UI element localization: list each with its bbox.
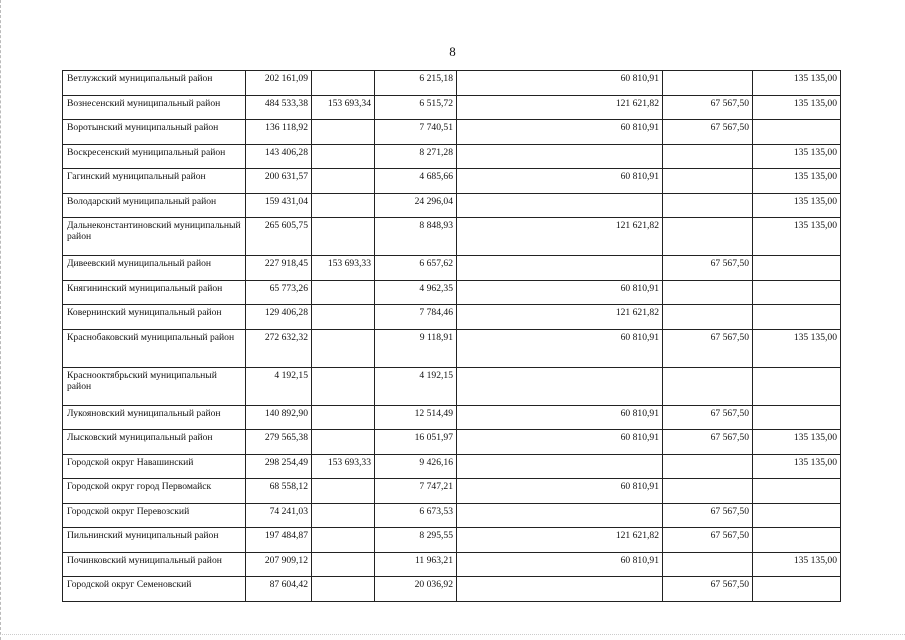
amount-2-cell	[312, 430, 375, 455]
municipality-name-cell: Дивеевский муниципальный район	[63, 256, 246, 281]
amount-3-cell: 8 848,93	[375, 218, 457, 256]
amount-5-cell	[663, 454, 753, 479]
amount-6-cell: 135 135,00	[753, 218, 841, 256]
amount-3-cell: 6 215,18	[375, 71, 457, 96]
amount-4-cell: 60 810,91	[457, 479, 663, 504]
table-row	[63, 95, 841, 120]
amount-4-cell: 121 621,82	[457, 305, 663, 330]
amount-4-cell: 60 810,91	[457, 329, 663, 367]
municipality-name-cell: Городской округ город Первомайск	[63, 479, 246, 504]
amount-5-cell: 67 567,50	[663, 577, 753, 602]
amount-6-cell	[753, 120, 841, 145]
amount-3-cell: 4 962,35	[375, 280, 457, 305]
amount-3-cell: 6 515,72	[375, 95, 457, 120]
amount-6-cell: 135 135,00	[753, 193, 841, 218]
amount-4-cell	[457, 503, 663, 528]
amount-2-cell	[312, 144, 375, 169]
amount-5-cell	[663, 280, 753, 305]
amount-2-cell	[312, 280, 375, 305]
amount-3-cell: 20 036,92	[375, 577, 457, 602]
table-row	[63, 329, 841, 367]
total-amount-cell: 143 406,28	[246, 144, 312, 169]
amount-5-cell	[663, 305, 753, 330]
budget-distribution-table	[62, 70, 841, 602]
amount-4-cell: 60 810,91	[457, 552, 663, 577]
total-amount-cell: 87 604,42	[246, 577, 312, 602]
amount-3-cell: 8 295,55	[375, 528, 457, 553]
total-amount-cell: 227 918,45	[246, 256, 312, 281]
amount-2-cell	[312, 503, 375, 528]
scan-edge	[0, 0, 2, 640]
municipality-name-cell: Городской округ Семеновский	[63, 577, 246, 602]
table-row	[63, 218, 841, 256]
amount-6-cell	[753, 479, 841, 504]
table-row	[63, 280, 841, 305]
municipality-name-cell: Воскресенский муниципальный район	[63, 144, 246, 169]
amount-6-cell	[753, 577, 841, 602]
amount-2-cell	[312, 405, 375, 430]
amount-3-cell: 4 192,15	[375, 367, 457, 405]
municipality-name-cell: Лукояновский муниципальный район	[63, 405, 246, 430]
amount-4-cell: 121 621,82	[457, 528, 663, 553]
total-amount-cell: 272 632,32	[246, 329, 312, 367]
amount-5-cell	[663, 552, 753, 577]
amount-6-cell: 135 135,00	[753, 329, 841, 367]
municipality-name-cell: Воротынский муниципальный район	[63, 120, 246, 145]
table-row	[63, 430, 841, 455]
amount-3-cell: 12 514,49	[375, 405, 457, 430]
amount-4-cell: 60 810,91	[457, 280, 663, 305]
amount-4-cell: 121 621,82	[457, 218, 663, 256]
amount-6-cell	[753, 405, 841, 430]
amount-2-cell	[312, 552, 375, 577]
amount-5-cell	[663, 169, 753, 194]
municipality-name-cell: Пильнинский муниципальный район	[63, 528, 246, 553]
total-amount-cell: 129 406,28	[246, 305, 312, 330]
municipality-name-cell: Починковский муниципальный район	[63, 552, 246, 577]
amount-3-cell: 6 673,53	[375, 503, 457, 528]
amount-4-cell	[457, 454, 663, 479]
total-amount-cell: 197 484,87	[246, 528, 312, 553]
amount-2-cell	[312, 120, 375, 145]
amount-3-cell: 9 426,16	[375, 454, 457, 479]
amount-6-cell: 135 135,00	[753, 71, 841, 96]
total-amount-cell: 74 241,03	[246, 503, 312, 528]
municipality-name-cell: Вознесенский муниципальный район	[63, 95, 246, 120]
municipality-name-cell: Краснобаковский муниципальный район	[63, 329, 246, 367]
table-row	[63, 256, 841, 281]
amount-2-cell	[312, 528, 375, 553]
amount-3-cell: 8 271,28	[375, 144, 457, 169]
total-amount-cell: 159 431,04	[246, 193, 312, 218]
table-row	[63, 577, 841, 602]
municipality-name-cell: Ковернинский муниципальный район	[63, 305, 246, 330]
municipality-name-cell: Городской округ Перевозский	[63, 503, 246, 528]
municipality-name-cell: Княгининский муниципальный район	[63, 280, 246, 305]
amount-6-cell: 135 135,00	[753, 95, 841, 120]
amount-2-cell	[312, 479, 375, 504]
amount-3-cell: 16 051,97	[375, 430, 457, 455]
amount-4-cell: 60 810,91	[457, 71, 663, 96]
total-amount-cell: 200 631,57	[246, 169, 312, 194]
amount-4-cell: 60 810,91	[457, 405, 663, 430]
total-amount-cell: 265 605,75	[246, 218, 312, 256]
amount-5-cell	[663, 71, 753, 96]
table-row	[63, 169, 841, 194]
amount-5-cell	[663, 193, 753, 218]
table-row	[63, 454, 841, 479]
table-row	[63, 367, 841, 405]
amount-2-cell	[312, 367, 375, 405]
total-amount-cell: 484 533,38	[246, 95, 312, 120]
table-row	[63, 193, 841, 218]
amount-6-cell	[753, 528, 841, 553]
amount-3-cell: 11 963,21	[375, 552, 457, 577]
total-amount-cell: 136 118,92	[246, 120, 312, 145]
table-row	[63, 528, 841, 553]
page-number: 8	[449, 44, 456, 59]
amount-5-cell: 67 567,50	[663, 120, 753, 145]
table-row	[63, 405, 841, 430]
total-amount-cell: 279 565,38	[246, 430, 312, 455]
amount-5-cell	[663, 218, 753, 256]
total-amount-cell: 68 558,12	[246, 479, 312, 504]
amount-6-cell	[753, 503, 841, 528]
municipality-name-cell: Краснооктябрьский муниципальный район	[63, 367, 246, 405]
amount-6-cell: 135 135,00	[753, 430, 841, 455]
municipality-name-cell: Городской округ Навашинский	[63, 454, 246, 479]
municipality-name-cell: Лысковский муниципальный район	[63, 430, 246, 455]
table-row	[63, 305, 841, 330]
amount-3-cell: 7 740,51	[375, 120, 457, 145]
amount-3-cell: 9 118,91	[375, 329, 457, 367]
amount-4-cell: 121 621,82	[457, 95, 663, 120]
amount-4-cell	[457, 577, 663, 602]
amount-3-cell: 7 747,21	[375, 479, 457, 504]
amount-2-cell	[312, 218, 375, 256]
amount-2-cell: 153 693,33	[312, 454, 375, 479]
amount-3-cell: 7 784,46	[375, 305, 457, 330]
amount-6-cell	[753, 305, 841, 330]
amount-6-cell: 135 135,00	[753, 552, 841, 577]
amount-4-cell	[457, 367, 663, 405]
table-row	[63, 144, 841, 169]
table-body	[63, 71, 841, 602]
amount-6-cell	[753, 367, 841, 405]
amount-5-cell	[663, 479, 753, 504]
amount-5-cell: 67 567,50	[663, 329, 753, 367]
amount-2-cell	[312, 577, 375, 602]
amount-3-cell: 4 685,66	[375, 169, 457, 194]
municipality-name-cell: Ветлужский муниципальный район	[63, 71, 246, 96]
amount-6-cell: 135 135,00	[753, 144, 841, 169]
amount-2-cell	[312, 169, 375, 194]
amount-5-cell	[663, 367, 753, 405]
amount-4-cell: 60 810,91	[457, 169, 663, 194]
amount-5-cell: 67 567,50	[663, 430, 753, 455]
amount-6-cell: 135 135,00	[753, 169, 841, 194]
total-amount-cell: 207 909,12	[246, 552, 312, 577]
total-amount-cell: 4 192,15	[246, 367, 312, 405]
amount-5-cell	[663, 144, 753, 169]
amount-6-cell	[753, 280, 841, 305]
amount-2-cell	[312, 305, 375, 330]
amount-5-cell: 67 567,50	[663, 95, 753, 120]
table-row	[63, 552, 841, 577]
amount-4-cell: 60 810,91	[457, 120, 663, 145]
amount-4-cell	[457, 144, 663, 169]
table-row	[63, 120, 841, 145]
amount-4-cell	[457, 193, 663, 218]
amount-5-cell: 67 567,50	[663, 256, 753, 281]
amount-2-cell	[312, 329, 375, 367]
municipality-name-cell: Володарский муниципальный район	[63, 193, 246, 218]
total-amount-cell: 65 773,26	[246, 280, 312, 305]
municipality-name-cell: Гагинский муниципальный район	[63, 169, 246, 194]
amount-4-cell	[457, 256, 663, 281]
amount-3-cell: 24 296,04	[375, 193, 457, 218]
amount-4-cell: 60 810,91	[457, 430, 663, 455]
amount-6-cell: 135 135,00	[753, 454, 841, 479]
amount-3-cell: 6 657,62	[375, 256, 457, 281]
amount-2-cell	[312, 71, 375, 96]
amount-2-cell: 153 693,33	[312, 256, 375, 281]
municipality-name-cell: Дальнеконстантиновский муниципальный район	[63, 218, 246, 256]
amount-2-cell: 153 693,34	[312, 95, 375, 120]
amount-6-cell	[753, 256, 841, 281]
total-amount-cell: 140 892,90	[246, 405, 312, 430]
table-row	[63, 71, 841, 96]
table-row	[63, 479, 841, 504]
scan-edge-bottom	[0, 634, 905, 636]
table-row	[63, 503, 841, 528]
amount-5-cell: 67 567,50	[663, 405, 753, 430]
amount-5-cell: 67 567,50	[663, 528, 753, 553]
total-amount-cell: 298 254,49	[246, 454, 312, 479]
amount-2-cell	[312, 193, 375, 218]
amount-5-cell: 67 567,50	[663, 503, 753, 528]
total-amount-cell: 202 161,09	[246, 71, 312, 96]
